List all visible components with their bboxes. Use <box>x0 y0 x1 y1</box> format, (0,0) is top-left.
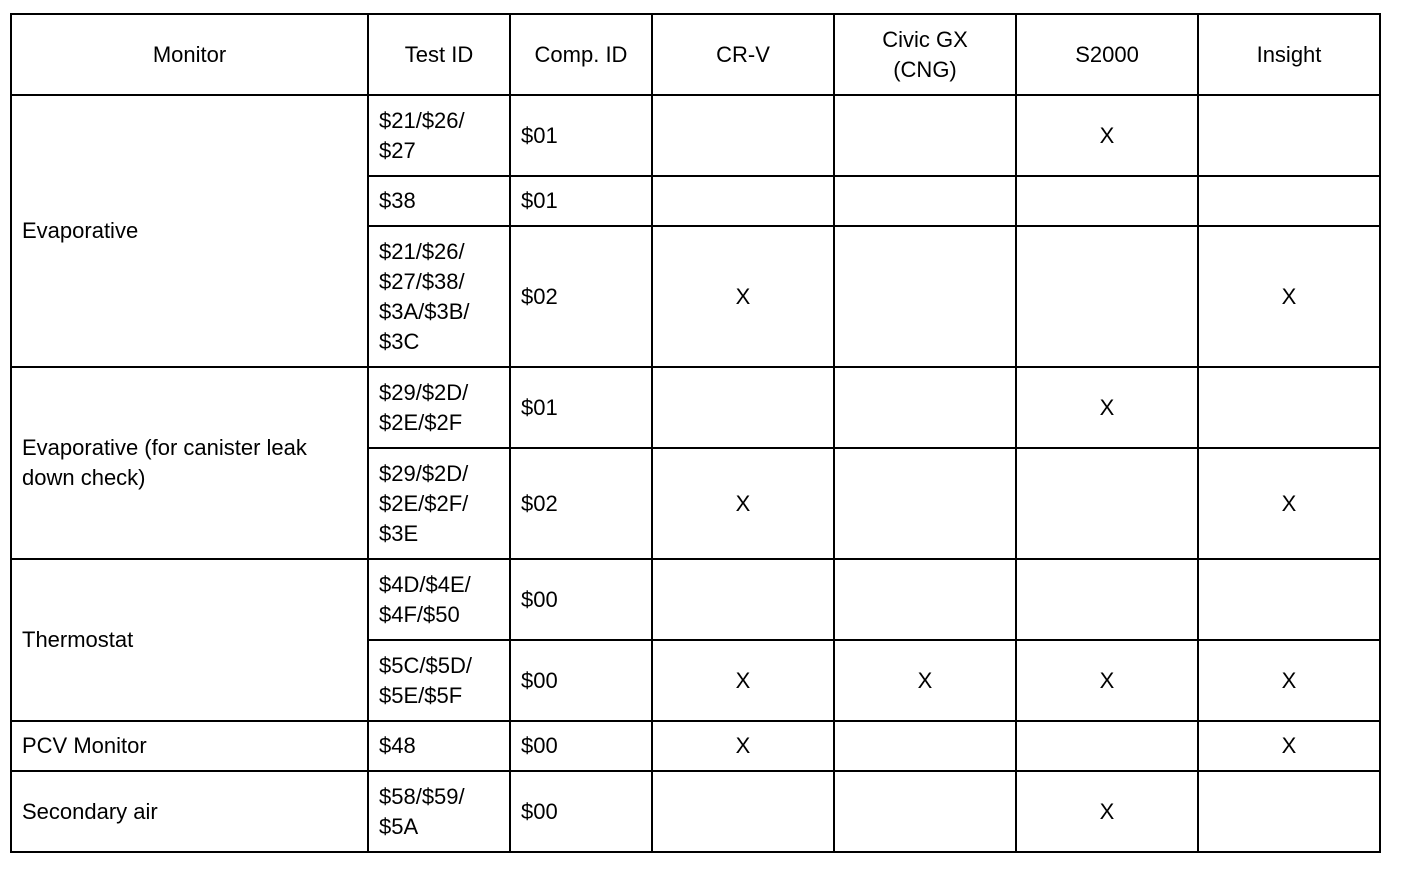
monitor-line: down check) <box>22 465 146 490</box>
test-id-line: $48 <box>379 733 416 758</box>
monitor-cell-evaporative-canister <box>11 367 368 559</box>
header-civic-gx-line2: (CNG) <box>893 56 957 82</box>
crv-mark: X <box>652 721 834 771</box>
s2000-mark: X <box>1016 771 1198 852</box>
civic-gx-mark: X <box>834 640 1016 721</box>
header-civic-gx <box>834 14 1016 95</box>
civic-gx-mark <box>834 95 1016 176</box>
civic-gx-mark <box>834 226 1016 367</box>
s2000-mark <box>1016 448 1198 559</box>
insight-mark <box>1198 367 1380 448</box>
monitor-cell-thermostat: Thermostat <box>11 559 368 721</box>
civic-gx-mark <box>834 176 1016 226</box>
header-test-id: Test ID <box>368 14 510 95</box>
test-id-cell <box>368 448 510 559</box>
test-id-line: $27 <box>379 137 416 163</box>
comp-id-cell: $00 <box>510 721 652 771</box>
test-id-cell <box>368 95 510 176</box>
test-id-cell <box>368 559 510 640</box>
insight-mark <box>1198 559 1380 640</box>
test-id-line: $4F/$50 <box>379 601 460 627</box>
crv-mark <box>652 559 834 640</box>
test-id-line: $5C/$5D/ <box>379 652 472 678</box>
comp-id-cell: $02 <box>510 448 652 559</box>
crv-mark <box>652 771 834 852</box>
s2000-mark: X <box>1016 640 1198 721</box>
test-id-cell <box>368 640 510 721</box>
test-id-line: $2E/$2F/ <box>379 490 469 516</box>
table-row <box>11 559 1380 640</box>
table-row <box>11 721 1380 771</box>
monitor-cell-evaporative: Evaporative <box>11 95 368 367</box>
civic-gx-mark <box>834 559 1016 640</box>
crv-mark: X <box>652 448 834 559</box>
table-row <box>11 367 1380 448</box>
s2000-mark <box>1016 559 1198 640</box>
test-id-line: $21/$26/ <box>379 107 465 133</box>
crv-mark: X <box>652 226 834 367</box>
monitor-table <box>10 13 1381 853</box>
insight-mark <box>1198 176 1380 226</box>
test-id-line: $38 <box>379 188 416 213</box>
comp-id-cell: $00 <box>510 771 652 852</box>
comp-id-cell: $01 <box>510 95 652 176</box>
table-row <box>11 95 1380 176</box>
s2000-mark: X <box>1016 95 1198 176</box>
test-id-line: $3A/$3B/ <box>379 298 470 324</box>
test-id-line: $3E <box>379 520 419 546</box>
crv-mark <box>652 95 834 176</box>
header-monitor: Monitor <box>11 14 368 95</box>
comp-id-cell: $02 <box>510 226 652 367</box>
civic-gx-mark <box>834 771 1016 852</box>
test-id-cell <box>368 771 510 852</box>
test-id-cell <box>368 176 510 226</box>
insight-mark: X <box>1198 640 1380 721</box>
s2000-mark <box>1016 226 1198 367</box>
insight-mark: X <box>1198 226 1380 367</box>
test-id-line: $3C <box>379 328 420 354</box>
header-crv: CR-V <box>652 14 834 95</box>
civic-gx-mark <box>834 448 1016 559</box>
comp-id-cell: $01 <box>510 176 652 226</box>
civic-gx-mark <box>834 721 1016 771</box>
header-insight: Insight <box>1198 14 1380 95</box>
test-id-line: $29/$2D/ <box>379 460 469 486</box>
comp-id-cell: $00 <box>510 559 652 640</box>
crv-mark <box>652 176 834 226</box>
monitor-cell-pcv: PCV Monitor <box>11 721 368 771</box>
crv-mark <box>652 367 834 448</box>
s2000-mark <box>1016 721 1198 771</box>
s2000-mark: X <box>1016 367 1198 448</box>
header-row <box>11 14 1380 95</box>
test-id-line: $58/$59/ <box>379 783 465 809</box>
test-id-cell <box>368 226 510 367</box>
comp-id-cell: $01 <box>510 367 652 448</box>
monitor-line: Evaporative (for canister leak <box>22 435 307 460</box>
test-id-cell <box>368 721 510 771</box>
insight-mark <box>1198 95 1380 176</box>
comp-id-cell: $00 <box>510 640 652 721</box>
insight-mark: X <box>1198 448 1380 559</box>
test-id-line: $2E/$2F <box>379 409 463 435</box>
insight-mark <box>1198 771 1380 852</box>
test-id-line: $5E/$5F <box>379 682 463 708</box>
civic-gx-mark <box>834 367 1016 448</box>
header-civic-gx-line1: Civic GX <box>882 26 968 52</box>
header-comp-id: Comp. ID <box>510 14 652 95</box>
test-id-line: $29/$2D/ <box>379 379 469 405</box>
test-id-line: $27/$38/ <box>379 268 465 294</box>
test-id-line: $4D/$4E/ <box>379 571 471 597</box>
monitor-cell-secondary-air: Secondary air <box>11 771 368 852</box>
s2000-mark <box>1016 176 1198 226</box>
header-s2000: S2000 <box>1016 14 1198 95</box>
test-id-line: $5A <box>379 813 419 839</box>
test-id-cell <box>368 367 510 448</box>
insight-mark: X <box>1198 721 1380 771</box>
test-id-line: $21/$26/ <box>379 238 465 264</box>
table-row <box>11 771 1380 852</box>
crv-mark: X <box>652 640 834 721</box>
